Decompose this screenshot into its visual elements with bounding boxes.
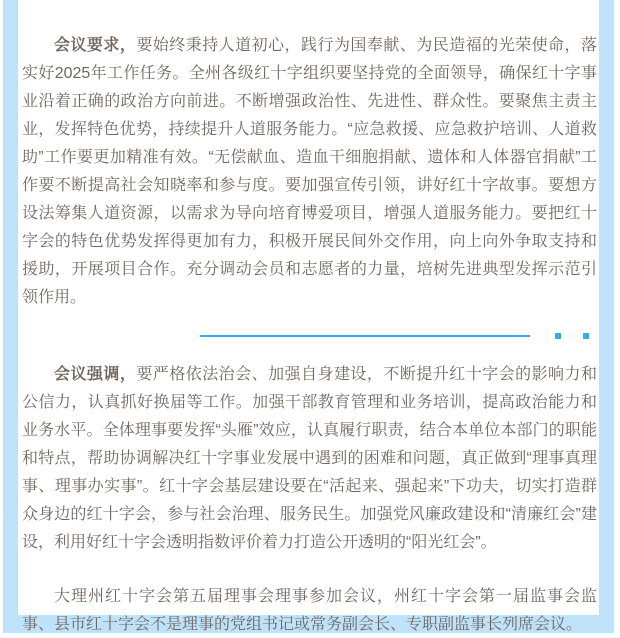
divider-square	[555, 333, 561, 339]
left-frame-band	[3, 0, 18, 633]
divider-square	[583, 333, 589, 339]
paragraph-text: 大理州红十字会第五届理事会理事参加会议，州红十字会第一届监事会监事、县市红十字会不是理事的党组书记或常务副会长、专职副监事长列席会议。	[22, 588, 597, 633]
paragraph-lead: 会议强调，	[54, 366, 137, 383]
paragraph-lead: 会议要求，	[54, 37, 137, 54]
paragraph-meeting-emphasis	[22, 361, 597, 557]
article-content	[18, 0, 599, 633]
paragraph-meeting-requirements	[22, 32, 597, 312]
divider-line	[200, 335, 530, 337]
paragraph-attendees	[22, 583, 597, 638]
right-frame-band	[599, 0, 614, 633]
section-divider	[22, 333, 597, 339]
paragraph-text: 要始终秉持人道初心，践行为国奉献、为民造福的光荣使命，落实好2025年工作任务。全州各级红十字组织要坚持党的全面领导，确保红十字事业沿着正确的政治方向前进。不断增强政治性、先进性、群众性。要聚焦主责主业，发挥特色优势，持续提升人道服务能力。“应急救援、应急救护培训、人道救助”工作要更加精准有效。“无偿献血、造血干细胞捐献、遗体和人体器官捐献”工作要不断提高社会知晓率和参与度。要加强宣传引领，讲好红十字故事。要想方设法筹集人道资源，以需求为导向培育博爱项目，增强人道服务能力。要把红十字会的特色优势发挥得更加有力，积极开展民间外交作用，向上向外争取支持和援助，开展项目合作。充分调动会员和志愿者的力量，培树先进典型发挥示范引领作用。	[22, 37, 597, 306]
paragraph-text: 要严格依法治会、加强自身建设，不断提升红十字会的影响力和公信力，认真抓好换届等工作。加强干部教育管理和业务培训，提高政治能力和业务水平。全体理事要发挥“头雁”效应，认真履行职责，结合本单位本部门的职能和特点，帮助协调解决红十字事业发展中遇到的困难和问题，真正做到“理事真理事、理事办实事”。红十字会基层建设要在“活起来、强起来”下功夫，切实打造群众身边的红十字会，参与社会治理、服务民生。加强党风廉政建设和“清廉红会”建设，利用好红十字会透明指数评价着力打造公开透明的“阳光红会”。	[22, 366, 597, 551]
